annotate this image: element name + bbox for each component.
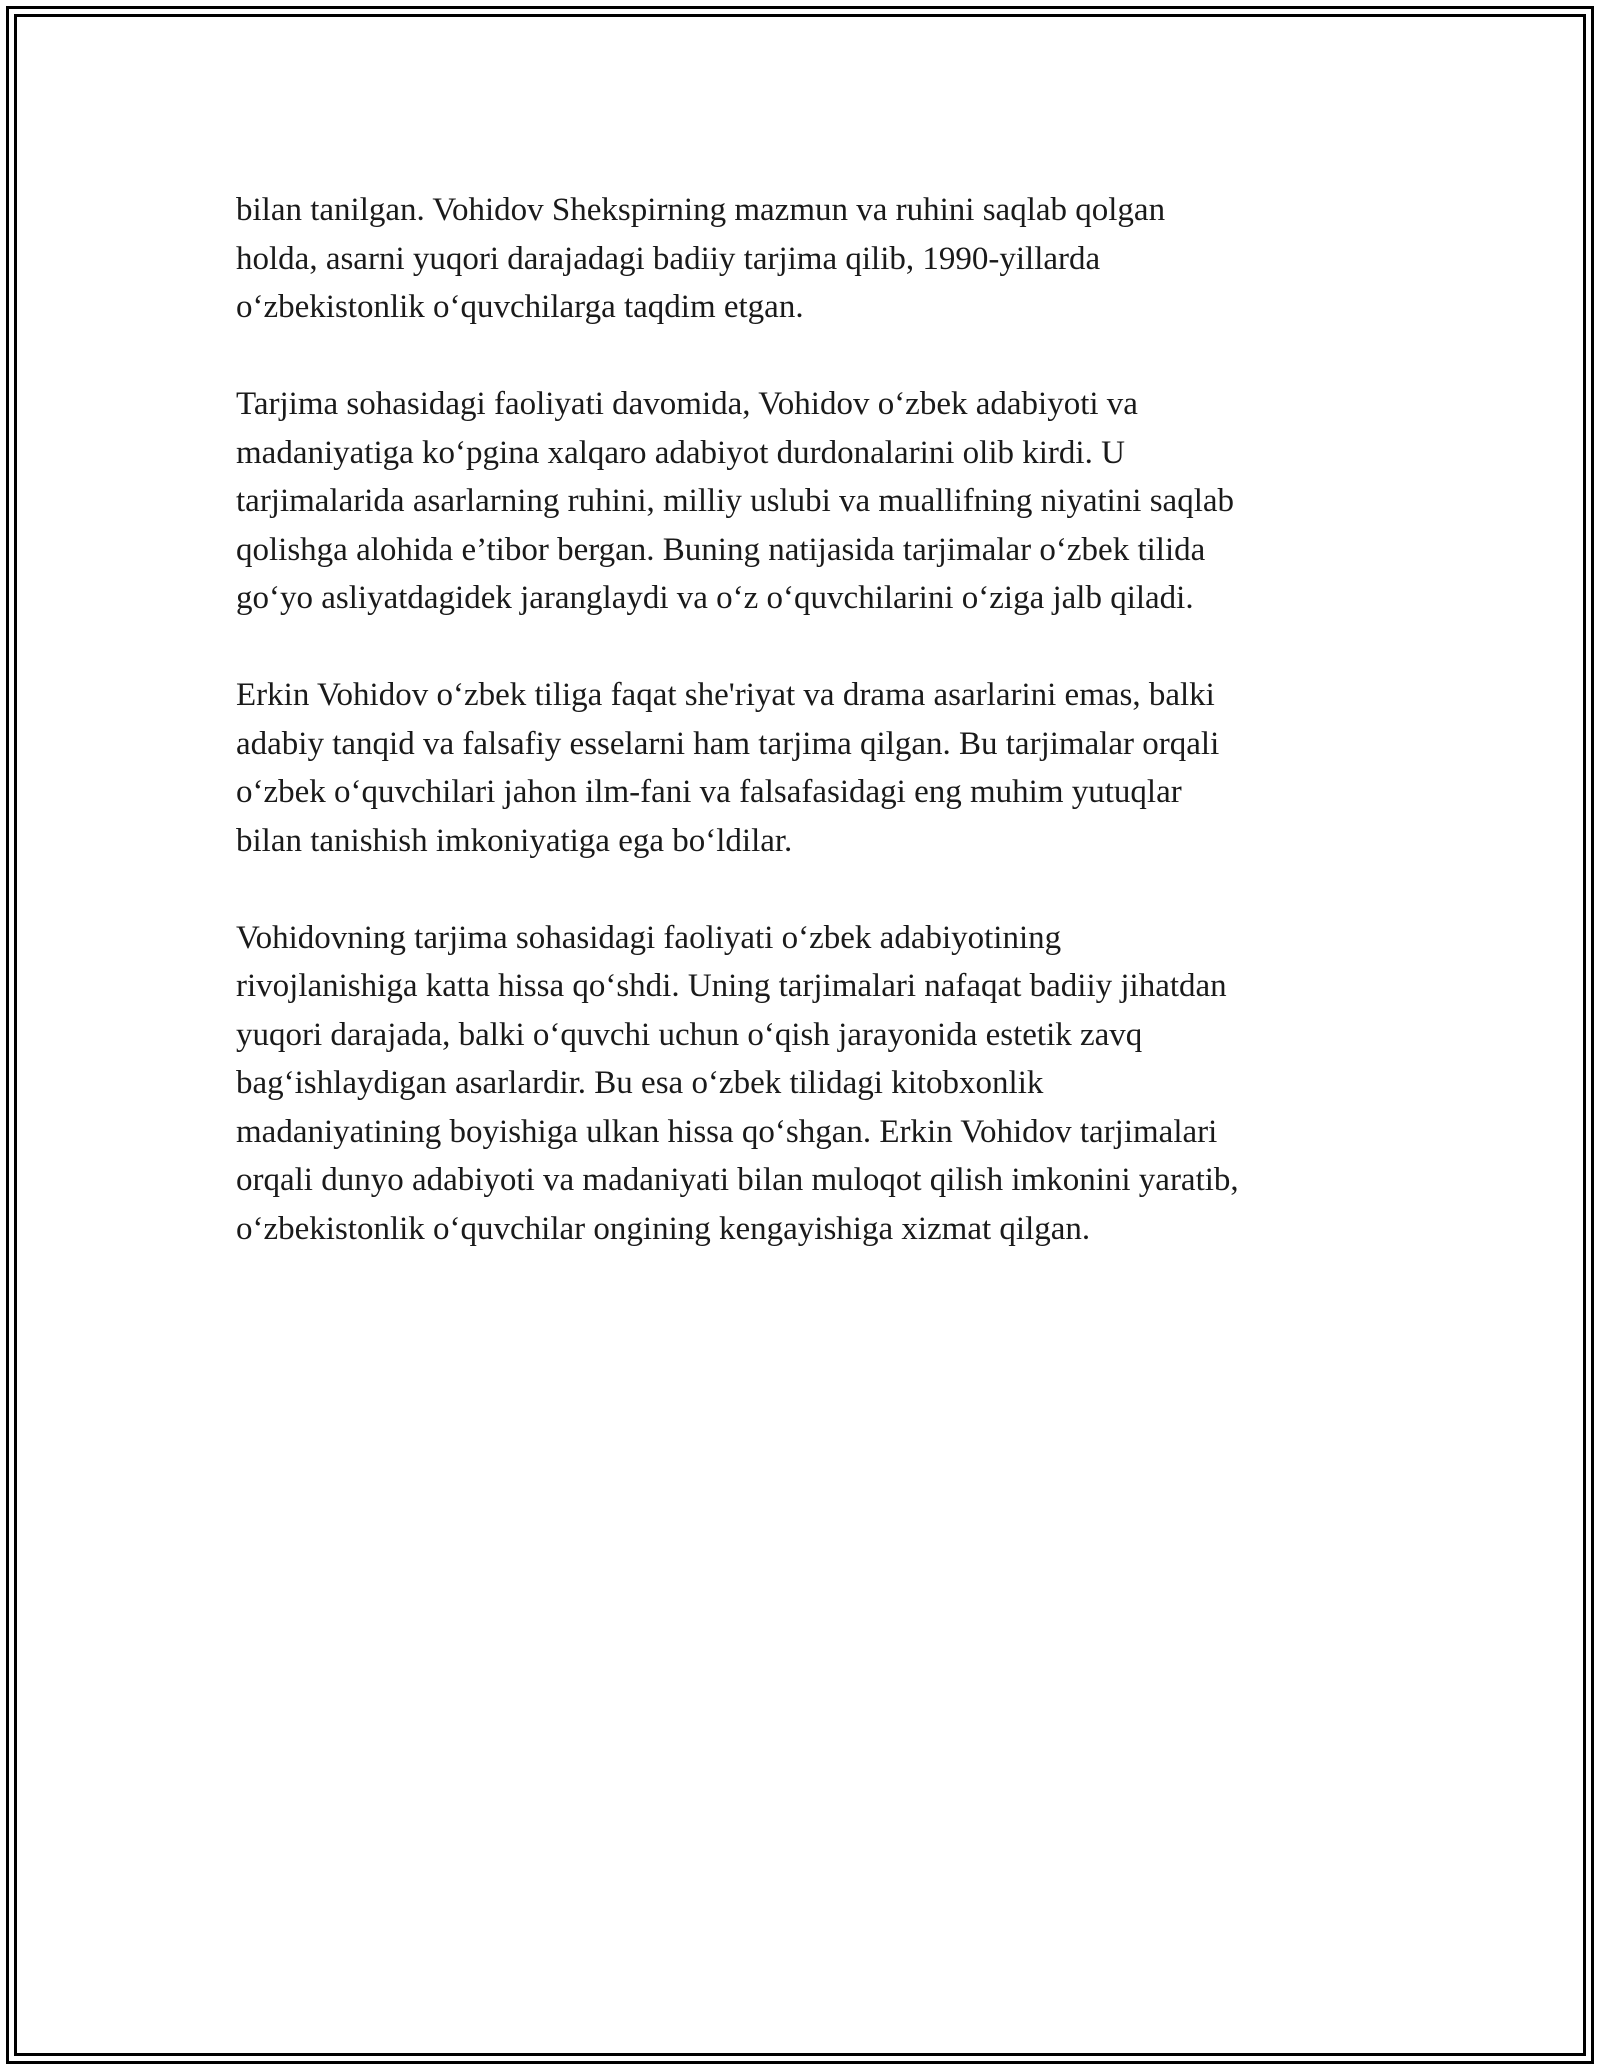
text-line: orqali dunyo adabiyoti va madaniyati bilan muloqot qilish imkonini yaratib, (236, 1162, 1239, 1198)
text-line: bag‘ishlaydigan asarlardir. Bu esa o‘zbek tilidagi kitobxonlik (236, 1065, 1044, 1101)
paragraph-2 (236, 380, 1376, 623)
paragraph-3 (236, 671, 1376, 865)
text-line: bilan tanilgan. Vohidov Shekspirning mazmun va ruhini saqlab qolgan (236, 192, 1166, 228)
text-line: bilan tanishish imkoniyatiga ega bo‘ldilar. (236, 822, 793, 859)
text-line: madaniyatining boyishiga ulkan hissa qo‘shgan. Erkin Vohidov tarjimalari (236, 1113, 1218, 1150)
text-line: holda, asarni yuqori darajadagi badiiy tarjima qilib, 1990-yillarda (236, 240, 1101, 277)
document-body (236, 186, 1376, 1302)
paragraph-4 (236, 914, 1376, 1254)
text-line: Erkin Vohidov o‘zbek tiliga faqat she'riyat va drama asarlarini emas, balki (236, 677, 1215, 713)
text-line: Tarjima sohasidagi faoliyati davomida, Vohidov o‘zbek adabiyoti va (236, 386, 1138, 422)
text-line: Vohidovning tarjima sohasidagi faoliyati o‘zbek adabiyotining (236, 919, 1062, 956)
text-line: go‘yo asliyatdagidek jaranglaydi va o‘z o‘quvchilarini o‘ziga jalb qiladi. (236, 580, 1194, 616)
text-line: madaniyatiga ko‘pgina xalqaro adabiyot durdonalarini olib kirdi. U (236, 434, 1125, 471)
text-line: o‘zbekistonlik o‘quvchilarga taqdim etgan. (236, 289, 804, 325)
text-line: tarjimalarida asarlarning ruhini, milliy uslubi va muallifning niyatini saqlab (236, 483, 1235, 519)
paragraph-1 (236, 186, 1376, 332)
text-line: adabiy tanqid va falsafiy esselarni ham tarjima qilgan. Bu tarjimalar orqali (236, 725, 1220, 762)
text-line: o‘zbekistonlik o‘quvchilar ongining kengayishiga xizmat qilgan. (236, 1210, 1091, 1247)
text-line: rivojlanishiga katta hissa qo‘shdi. Uning tarjimalari nafaqat badiiy jihatdan (236, 968, 1227, 1004)
text-line: yuqori darajada, balki o‘quvchi uchun o‘qish jarayonida estetik zavq (236, 1016, 1143, 1053)
text-line: qolishga alohida e’tibor bergan. Buning natijasida tarjimalar o‘zbek tilida (236, 531, 1206, 568)
text-line: o‘zbek o‘quvchilari jahon ilm-fani va falsafasidagi eng muhim yutuqlar (236, 774, 1182, 810)
